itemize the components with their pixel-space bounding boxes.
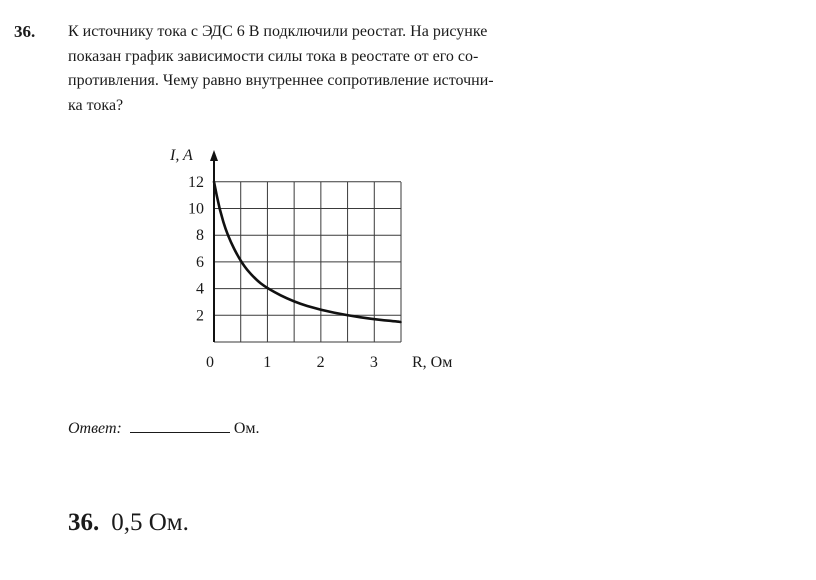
x-tick-label: 3 — [369, 354, 378, 371]
solution-text: 0,5 Ом. — [111, 509, 189, 536]
answer-blank[interactable] — [130, 418, 230, 433]
solution-number: 36. — [68, 509, 100, 536]
y-tick-label: 8 — [196, 227, 204, 245]
y-axis-label: I, A — [170, 147, 193, 164]
question-number: 36. — [14, 22, 36, 41]
y-tick-label: 6 — [196, 253, 204, 271]
y-tick-label: 12 — [188, 173, 204, 191]
x-tick-label: 2 — [316, 354, 325, 371]
y-tick-label: 2 — [196, 307, 204, 325]
x-axis-label: R, Ом — [412, 354, 453, 371]
current-curve — [214, 182, 401, 322]
question-line: ка тока? — [68, 96, 124, 114]
tick-labels — [188, 174, 378, 371]
x-tick-label: 1 — [263, 354, 272, 371]
x-tick-label: 0 — [206, 354, 214, 371]
y-tick-label: 4 — [196, 280, 204, 298]
answer-unit: Ом. — [233, 420, 260, 437]
y-axis-arrow — [210, 150, 218, 161]
question-line: противления. Чему равно внутреннее сопротивление источни- — [68, 72, 494, 89]
axes — [210, 150, 218, 342]
question-line: показан график зависимости силы тока в реостате от его со- — [68, 47, 479, 65]
solution — [68, 509, 189, 537]
answer-label: Ответ: — [68, 420, 122, 437]
question-line: К источнику тока с ЭДС 6 В подключили реостат. На рисунке — [68, 23, 488, 40]
answer-line — [68, 418, 260, 438]
curve-group — [214, 182, 401, 322]
y-tick-label: 10 — [188, 200, 204, 218]
